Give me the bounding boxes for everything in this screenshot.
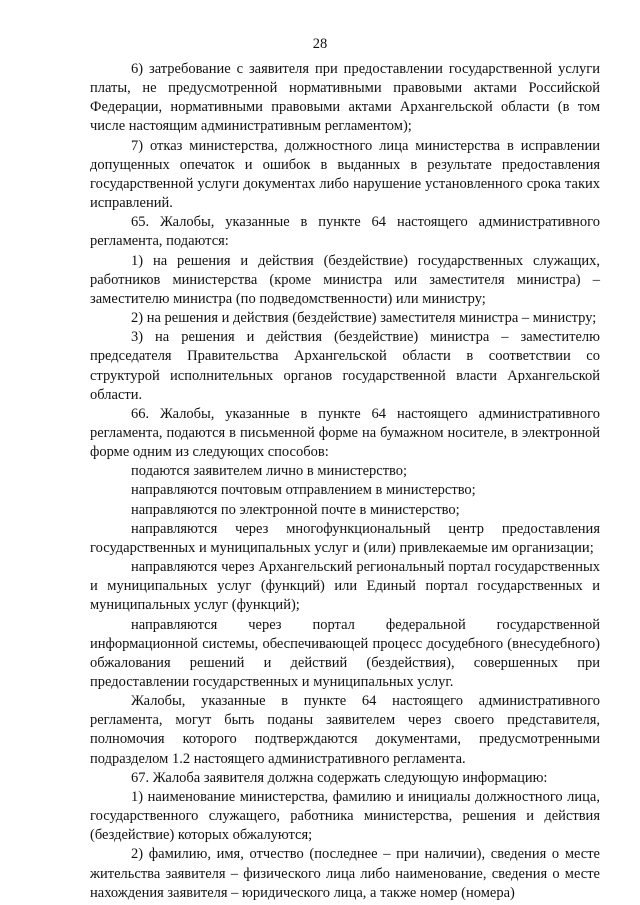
paragraph-66-method-mail: направляются почтовым отправлением в министерство; (131, 482, 476, 499)
paragraph-item-6: 6) затребование с заявителя при предоставлении государственной услуги платы, не предусмотренной нормативными правовыми актами Российской Федерации, нормативными правовыми актами Архангельской области (в том числе настоящим административным регламентом); (90, 61, 600, 135)
document-body (90, 60, 600, 903)
paragraph-65-item-3: 3) на решения и действия (бездействие) министра – заместителю председателя Правительства Архангельской области в соответствии со структурой исполнительных органов государственной власти Архангельской области. (90, 329, 600, 403)
paragraph-67-item-2: 2) фамилию, имя, отчество (последнее – при наличии), сведения о месте жительства заявителя – физического лица либо наименование, сведения о месте нахождения заявителя – юридического лица, а также номер (номера) (90, 846, 600, 901)
paragraph-66-method-mfc: направляются через многофункциональный центр предоставления государственных и муниципальных услуг и (или) привлекаемые им организации; (90, 520, 600, 556)
paragraph-66-method-in-person: подаются заявителем лично в министерство; (131, 463, 408, 480)
paragraph-66-method-federal-system: направляются через портал федеральной государственной информационной системы, обеспечивающей процесс досудебного (внесудебного) обжалования решений и действий (бездействия), совершенных при предоставлении государственных и муниципальных услуг. (90, 616, 600, 690)
paragraph-item-7: 7) отказ министерства, должностного лица министерства в исправлении допущенных опечаток и ошибок в выданных в результате предоставления государственной услуги документах либо нарушение установленного срока таких исправлений. (90, 137, 600, 212)
paragraph-66: 66. Жалобы, указанные в пункте 64 настоящего административного регламента, подаются в письменной форме на бумажном носителе, в электронной форме одним из следующих способов: (90, 405, 600, 461)
paragraph-66-method-portal: направляются через Архангельский региональный портал государственных и муниципальных услуг (функций) или Единый портал государственных и муниципальных услуг (функций); (90, 559, 600, 614)
paragraph-representative: Жалобы, указанные в пункте 64 настоящего административного регламента, могут быть поданы заявителем через своего представителя, полномочия которого подтверждаются документами, предусмотренными подразделом 1.2 настоящего административного регламента. (90, 693, 600, 767)
paragraph-65-item-1: 1) на решения и действия (бездействие) государственных служащих, работников министерства (кроме министра или заместителя министра) – заместителю министра (по подведомственности) или министру; (90, 252, 600, 307)
paragraph-67: 67. Жалоба заявителя должна содержать следующую информацию: (131, 769, 548, 786)
paragraph-65-item-2: 2) на решения и действия (бездействие) заместителя министра – министру; (131, 310, 597, 327)
page-number: 28 (312, 36, 328, 52)
paragraph-65: 65. Жалобы, указанные в пункте 64 настоящего административного регламента, подаются: (90, 214, 600, 250)
paragraph-67-item-1: 1) наименование министерства, фамилию и инициалы должностного лица, государственного служащего, работника министерства, решения и действия (бездействие) которых обжалуются; (90, 788, 600, 844)
paragraph-66-method-email: направляются по электронной почте в министерство; (131, 501, 460, 518)
